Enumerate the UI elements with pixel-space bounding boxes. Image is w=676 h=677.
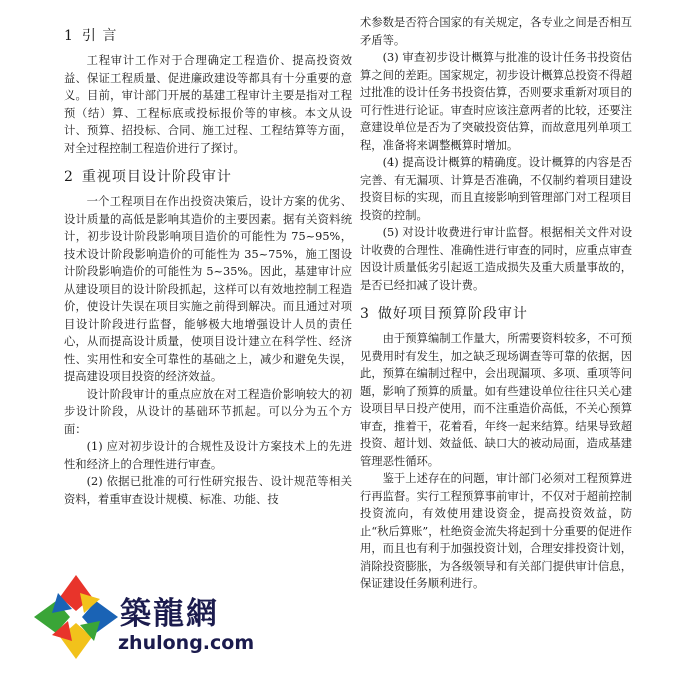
section-2-item-2-continued: 术参数是否符合国家的有关规定，各专业之间是否相互矛盾等。 — [360, 16, 632, 47]
section-2-item-4: (4) 提高设计概算的精确度。设计概算的内容是否完善、有无漏项、计算是否准确，不仅制约着项目建设投资目标的实现，而且直接影响到管理部门对工程项目投资的控制。 — [360, 156, 632, 222]
section-3-heading — [360, 304, 632, 324]
section-2-number: 2 — [64, 169, 74, 185]
section-1-heading — [64, 26, 352, 46]
section-2-heading — [64, 167, 352, 187]
section-1-paragraph-1: 工程审计工作对于合理确定工程造价、提高投资效益、保证工程质量、促进廉政建设等都具有十分重要的意义。目前，审计部门开展的基建工程审计主要是指对工程预（结）算、工程标底或投标报价等的审核。本文从设计、预算、招投标、合同、施工过程、工程结算等方面，对全过程控制工程造价进行了探讨。 — [64, 54, 352, 155]
section-3-paragraph-2: 鉴于上述存在的问题，审计部门必须对工程预算进行再监督。实行工程预算事前审计，不仅对于超前控制投资流向，有效使用建设资金，提高投资效益，防止“秋后算账”，杜绝资金流失将起到十分重要的促进作用，而且也有利于加强投资计划，合理安排投资计划，消除投资膨胀，为各级领导和有关部门提供审计信息，保证建设任务顺利进行。 — [360, 472, 632, 590]
section-3-number: 3 — [360, 306, 370, 322]
section-2-item-2: (2) 依据已批准的可行性研究报告、设计规范等相关资料，着重审查设计规模、标准、功能、技 — [64, 475, 352, 506]
section-1-title: 引 言 — [81, 28, 118, 44]
section-2-item-1: (1) 应对初步设计的合规性及设计方案技术上的先进性和经济上的合理性进行审查。 — [64, 440, 352, 471]
section-2-title: 重视项目设计阶段审计 — [81, 169, 232, 185]
section-1-number: 1 — [64, 28, 74, 44]
section-3-paragraph-1: 由于预算编制工作量大，所需要资料较多，不可预见费用时有发生，加之缺乏现场调查等可靠的依据，因此，预算在编制过程中，会出现漏项、多项、重项等问题，影响了预算的质量。如有些建设单位往往只关心建设项目早日投产使用，而不注重造价高低，不关心预算审查，推着干，花着看，年终一起来结算。结果导致超投资、超计划、效益低、缺口大的被动局面，造成基建管理恶性循环。 — [360, 332, 632, 468]
section-3-title: 做好项目预算阶段审计 — [377, 306, 528, 322]
watermark-url: zhulong.com — [118, 632, 255, 654]
left-column — [64, 20, 352, 508]
section-2-item-5: (5) 对设计收费进行审计监督。根据相关文件对设计收费的合理性、准确性进行审查的同时，应重点审查因设计质量低劣引起返工造成损失及重大质量事故的，是否已经扣减了设计费。 — [360, 226, 632, 292]
section-2-item-3: (3) 审查初步设计概算与批准的设计任务书投资估算之间的差距。国家规定，初步设计概算总投资不得超过批准的设计任务书投资估算，否则要求重新对项目的可行性进行论证。审查时应该注意两者的比较，还要注意建设单位是否为了突破投资估算，而故意甩列单项工程，准备将来调整概算时增加。 — [360, 51, 632, 152]
watermark-name: 築龍網 — [120, 596, 219, 632]
section-2-paragraph-1: 一个工程项目在作出投资决策后，设计方案的优劣、设计质量的高低是影响其造价的主要因素。据有关资料统计，初步设计阶段影响项目造价的可能性为 75~95%，技术设计阶段影响造价的可能性为 35~75%，施工图设计阶段影响造价的可能性为 5~35%。因此，基建审计应从建设项目的设计阶段抓起，这样可以有效地控制工程造价，使设计失误在项目实施之前得到解决。而且通过对项目设计阶段进行监督，能够极大地增强设计人员的责任心，从而提高设计质量，使项目设计建立在科学性、经济性、实用性和安全可靠性的基础之上，减少和避免失误，提高建设项目投资的经济效益。 — [64, 195, 352, 383]
section-2-paragraph-2: 设计阶段审计的重点应放在对工程造价影响较大的初步设计阶段，从设计的基础环节抓起。可以分为五个方面： — [64, 387, 352, 436]
right-column — [360, 14, 632, 593]
